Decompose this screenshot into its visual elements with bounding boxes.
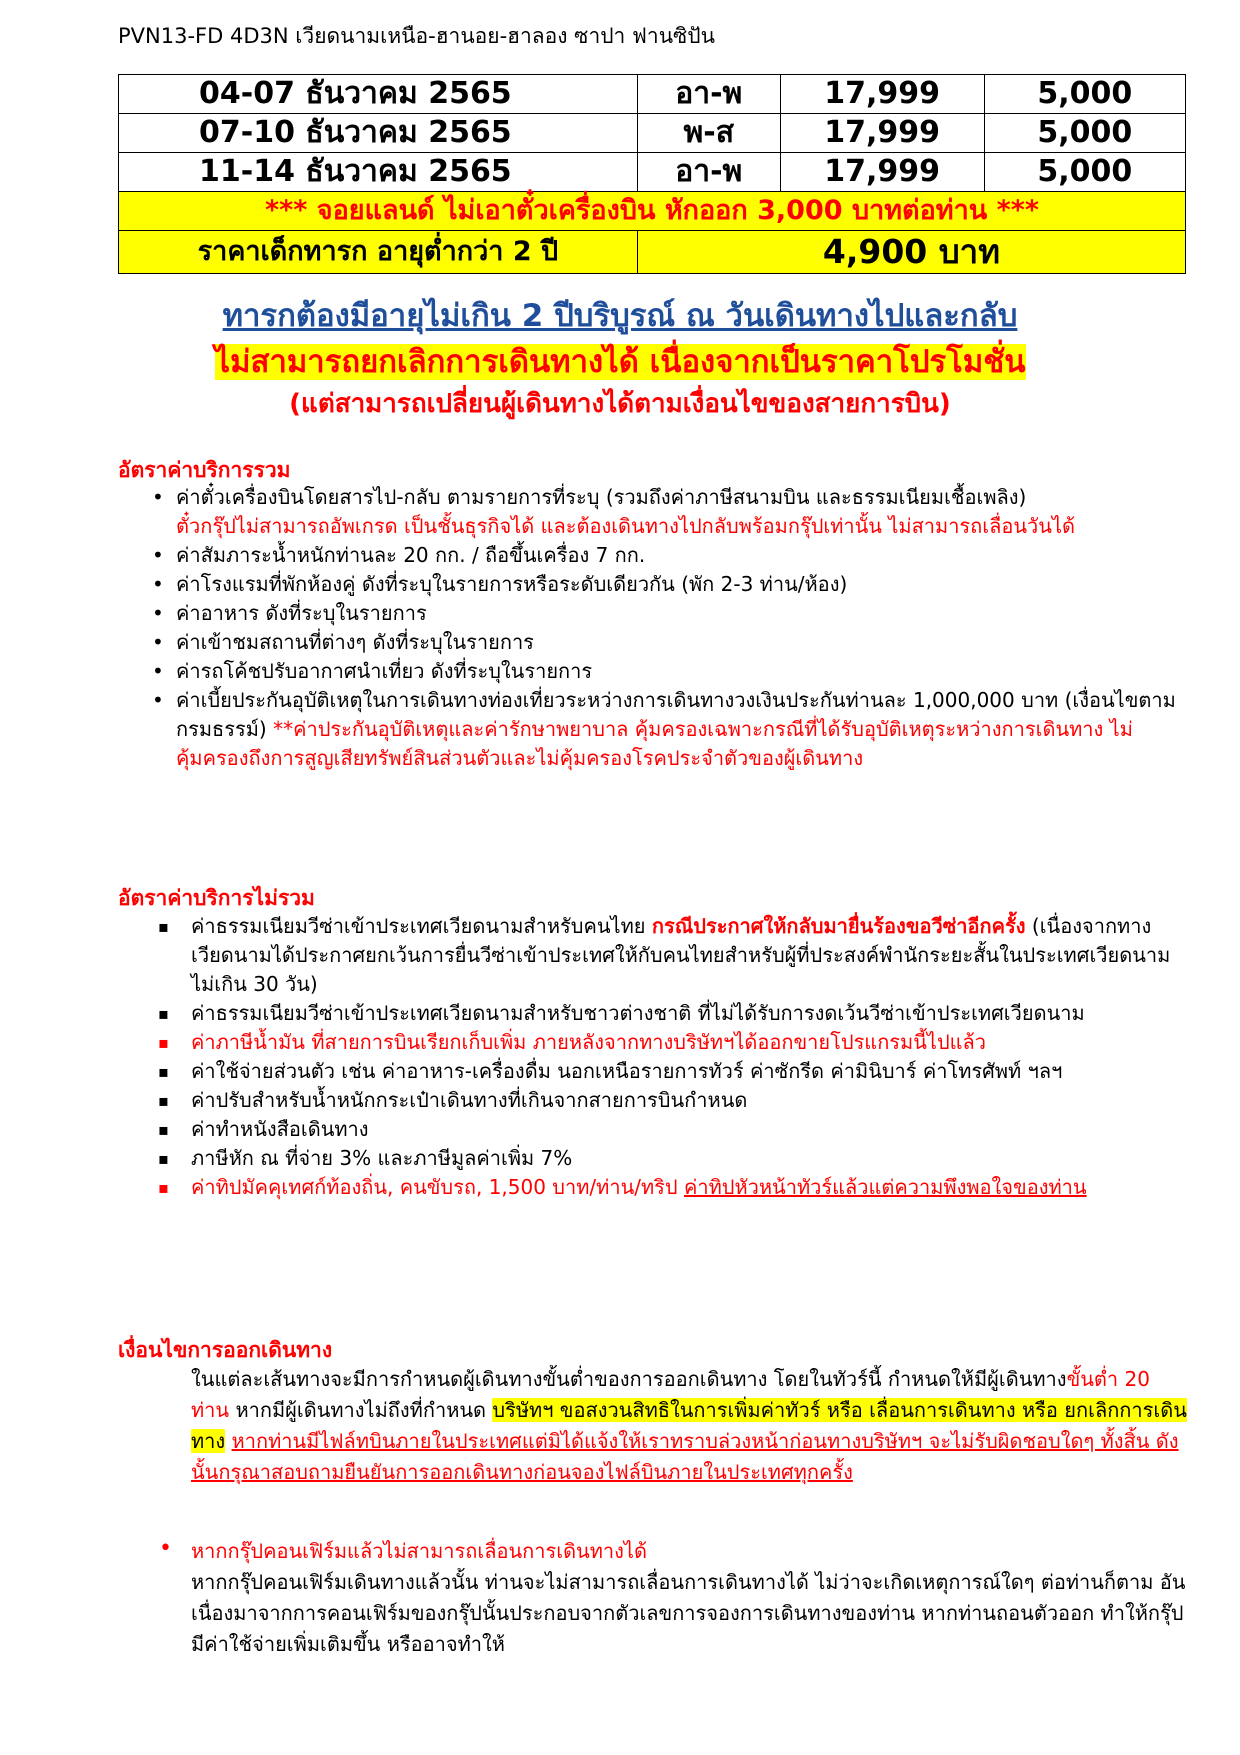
table-row	[119, 153, 1186, 192]
included-list	[176, 483, 1186, 773]
excluded-list	[191, 912, 1191, 1202]
postpone-title: หากกรุ๊ปคอนเฟิร์มแล้วไม่สามารถเลื่อนการเดินทางได้	[191, 1539, 647, 1563]
travel-date: 11-14 ธันวาคม 2565	[119, 153, 638, 192]
joinland-note: *** จอยแลนด์ ไม่เอาตั๋วเครื่องบิน หักออก 3,000 บาทต่อท่าน ***	[119, 192, 1186, 231]
conditions-text: ในแต่ละเส้นทางจะมีการกำหนดผู้เดินทางขั้นต่ำของการออกเดินทาง โดยในทัวร์นี้ กำหนดให้มีผู้เดินทาง	[191, 1367, 1067, 1391]
travel-days: พ-ส	[637, 114, 780, 153]
infant-price-value: 4,900 บาท	[637, 231, 1185, 274]
price-table	[118, 74, 1186, 274]
travel-days: อา-พ	[637, 75, 780, 114]
list-item: • ค่าสัมภาระน้ำหนักท่านละ 20 กก. / ถือขึ้นเครื่อง 7 กก.	[176, 541, 1186, 570]
list-item: ▪ ค่าภาษีน้ำมัน ที่สายการบินเรียกเก็บเพิ่ม ภายหลังจากทางบริษัทฯได้ออกขายโปรแกรมนี้ไปแล้ว	[191, 1028, 1191, 1057]
excluded-item-text: (เนื่องจากทางเวียดนามได้ประกาศยกเว้นการยื่นวีซ่าเข้าประเทศให้กับคนไทยสำหรับผู้ที่ประสงค์พำนักระยะสั้นในประเทศเวียดนามไม่เกิน 30 วัน)	[191, 914, 1171, 996]
list-item	[176, 483, 1186, 541]
conditions-text: หากมีผู้เดินทางไม่ถึงที่กำหนด	[229, 1398, 493, 1422]
included-item-note: ตั๋วกรุ๊ปไม่สามารถอัพเกรด เป็นชั้นธุรกิจได้ และต้องเดินทางไปกลับพร้อมกรุ๊ปเท่านั้น ไม่สามารถเลื่อนวันได้	[176, 514, 1076, 538]
table-row	[119, 114, 1186, 153]
excluded-title: อัตราค่าบริการไม่รวม	[118, 886, 315, 910]
no-cancel-text: ไม่สามารถยกเลิกการเดินทางได้ เนื่องจากเป็นราคาโปรโมชั่น	[214, 344, 1026, 380]
joinland-row	[119, 192, 1186, 231]
list-item: ▪ ค่าทำหนังสือเดินทาง	[191, 1115, 1191, 1144]
included-item-note: **ค่าประกันอุบัติเหตุและค่ารักษาพยาบาล คุ้มครองเฉพาะกรณีที่ได้รับอุบัติเหตุระหว่างการเดินทาง ไม่คุ้มครองถึงการสูญเสียทรัพย์สินส่วนตัวและไม่คุ้มครองโรคประจำตัวของผู้เดินทาง	[176, 717, 1133, 770]
list-item: • ค่าโรงแรมที่พักห้องคู่ ดังที่ระบุในรายการหรือระดับเดียวกัน (พัก 2-3 ท่าน/ห้อง)	[176, 570, 1186, 599]
conditions-paragraph	[191, 1364, 1191, 1488]
conditions-minimum: ขั้นต่ำ 20 ท่าน	[191, 1367, 1150, 1422]
list-item	[191, 912, 1191, 999]
bullet-icon: •	[159, 1536, 172, 1561]
list-item: ▪ ภาษีหัก ณ ที่จ่าย 3% และภาษีมูลค่าเพิ่ม 7%	[191, 1144, 1191, 1173]
program-header: PVN13-FD 4D3N เวียดนามเหนือ-ฮานอย-ฮาลอง ซาปา ฟานซิปัน	[118, 24, 715, 48]
tour-price: 17,999	[780, 75, 984, 114]
excluded-item-text: ค่าธรรมเนียมวีซ่าเข้าประเทศเวียดนามสำหรับคนไทย	[191, 914, 652, 938]
excluded-item-underline: ค่าทิปหัวหน้าทัวร์แล้วแต่ความพึงพอใจของท่าน	[683, 1175, 1087, 1199]
list-item: • ค่ารถโค้ชปรับอากาศนำเที่ยว ดังที่ระบุในรายการ	[176, 657, 1186, 686]
list-item: • ค่าอาหาร ดังที่ระบุในรายการ	[176, 599, 1186, 628]
included-item-text: ค่าเบี้ยประกันอุบัติเหตุในการเดินทางท่องเที่ยวระหว่างการเดินทางวงเงินประกันท่านละ 1,000,000 บาท (เงื่อนไขตามกรมธรรม์)	[176, 688, 1176, 741]
list-item: ▪ ค่าปรับสำหรับน้ำหนักกระเป๋าเดินทางที่เกินจากสายการบินกำหนด	[191, 1086, 1191, 1115]
travel-date: 04-07 ธันวาคม 2565	[119, 75, 638, 114]
change-passenger-notice: (แต่สามารถเปลี่ยนผู้เดินทางได้ตามเงื่อนไขของสายการบิน)	[289, 389, 951, 419]
list-item: • ค่าเข้าชมสถานที่ต่างๆ ดังที่ระบุในรายการ	[176, 628, 1186, 657]
conditions-title: เงื่อนไขการออกเดินทาง	[118, 1338, 333, 1362]
travel-date: 07-10 ธันวาคม 2565	[119, 114, 638, 153]
travel-days: อา-พ	[637, 153, 780, 192]
infant-age-notice: ทารกต้องมีอายุไม่เกิน 2 ปีบริบูรณ์ ณ วันเดินทางไปและกลับ	[222, 298, 1018, 334]
list-item	[191, 1173, 1191, 1202]
tour-price: 17,999	[780, 114, 984, 153]
single-supplement: 5,000	[984, 114, 1185, 153]
included-title: อัตราค่าบริการรวม	[118, 458, 291, 482]
list-item: ▪ ค่าธรรมเนียมวีซ่าเข้าประเทศเวียดนามสำหรับชาวต่างชาติ ที่ไม่ได้รับการงดเว้นวีซ่าเข้าประเทศเวียดนาม	[191, 999, 1191, 1028]
list-item	[176, 686, 1186, 773]
no-cancel-notice	[0, 336, 1240, 386]
excluded-item-text: ค่าทิปมัคคุเทศก์ท้องถิ่น, คนขับรถ, 1,500 บาท/ท่าน/ทริป	[191, 1175, 684, 1199]
single-supplement: 5,000	[984, 153, 1185, 192]
tour-price: 17,999	[780, 153, 984, 192]
excluded-item-highlight: กรณีประกาศให้กลับมายื่นร้องขอวีซ่าอีกครั้ง	[651, 914, 1026, 938]
infant-row	[119, 231, 1186, 274]
included-item-text: ค่าตั๋วเครื่องบินโดยสารไป-กลับ ตามรายการที่ระบุ (รวมถึงค่าภาษีสนามบิน และธรรมเนียมเชื้อเพลิง)	[176, 485, 1027, 509]
infant-price-label: ราคาเด็กทารก อายุต่ำกว่า 2 ปี	[119, 231, 638, 274]
conditions-highlight: บริษัทฯ ขอสงวนสิทธิในการเพิ่มค่าทัวร์ หรือ เลื่อนการเดินทาง หรือ ยกเลิกการเดินทาง	[191, 1398, 1187, 1453]
postpone-paragraph	[191, 1536, 1191, 1660]
list-item: ▪ ค่าใช้จ่ายส่วนตัว เช่น ค่าอาหาร-เครื่องดื่ม นอกเหนือรายการทัวร์ ค่าซักรีด ค่ามินิบาร์ ค่าโทรศัพท์ ฯลฯ	[191, 1057, 1191, 1086]
postpone-body: หากกรุ๊ปคอนเฟิร์มเดินทางแล้วนั้น ท่านจะไม่สามารถเลื่อนการเดินทางได้ ไม่ว่าจะเกิดเหตุการณ์ใดๆ ต่อท่านก็ตาม อันเนื่องมาจากการคอนเฟิร์มของกรุ๊ปนั้นประกอบจากตัวเลขการจองการเดินทางของท่าน หากท่านถอนตัวออก ทำให้กรุ๊ปมีค่าใช้จ่ายเพิ่มเติมขึ้น หรืออาจทำให้	[191, 1570, 1186, 1656]
single-supplement: 5,000	[984, 75, 1185, 114]
table-row	[119, 75, 1186, 114]
conditions-warning: หากท่านมีไฟล์ทบินภายในประเทศแต่มิได้แจ้งให้เราทราบล่วงหน้าก่อนทางบริษัทฯ จะไม่รับผิดชอบใดๆ ทั้งสิ้น ดังนั้นกรุณาสอบถามยืนยันการออกเดินทางก่อนจองไฟล์บินภายในประเทศทุกครั้ง	[191, 1429, 1179, 1484]
